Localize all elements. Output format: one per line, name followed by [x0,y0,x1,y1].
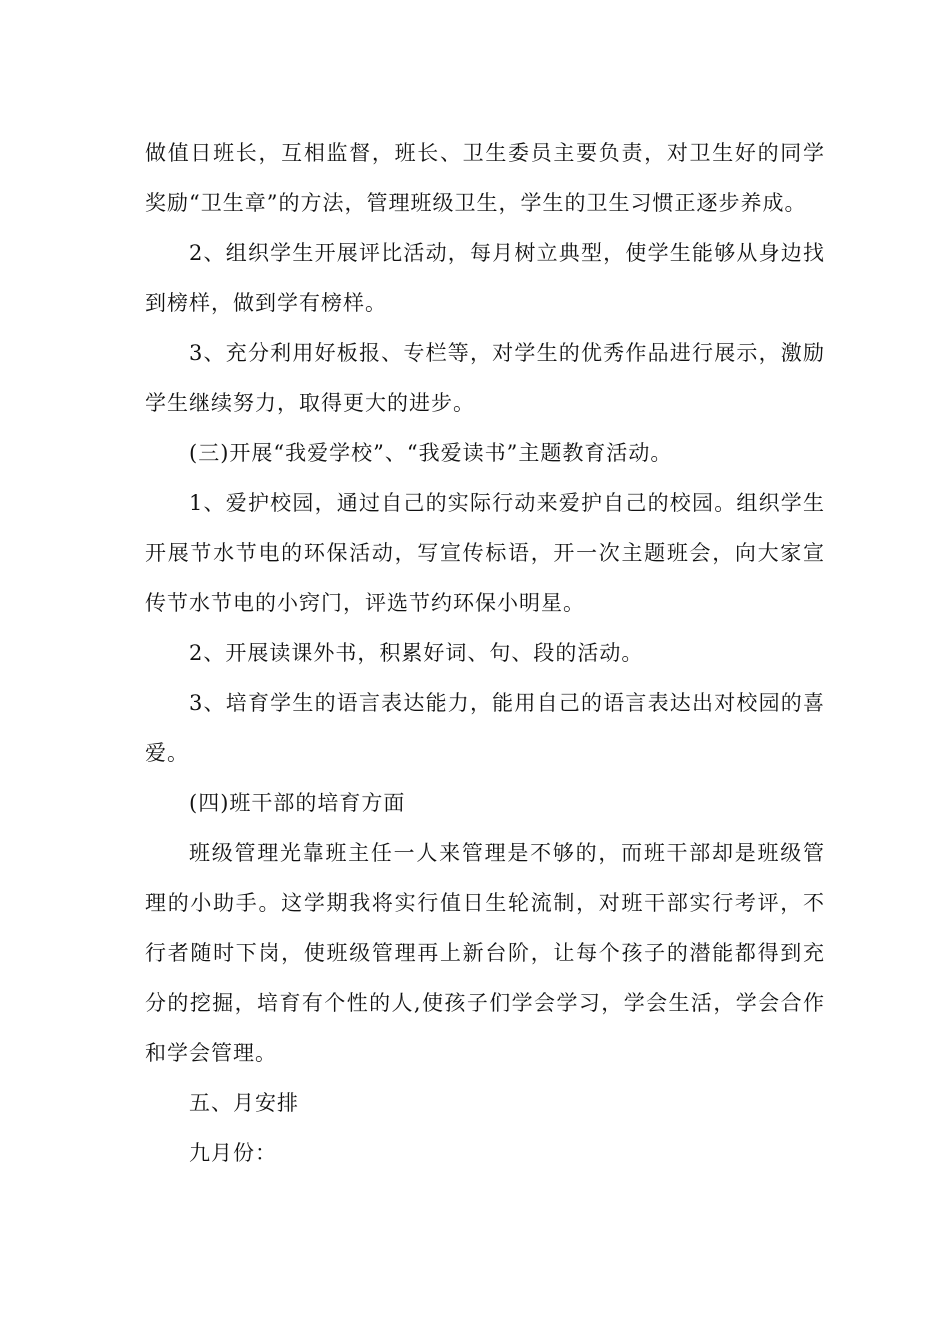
section-heading-5: 五、月安排 [189,1091,299,1115]
paragraph-item-3-display: 3、充分利用好板报、专栏等，对学生的优秀作品进行展示，激励学生继续努力，取得更大的进步。 [145,341,825,415]
paragraph-item-2-evaluation: 2、组织学生开展评比活动，每月树立典型，使学生能够从身边找到榜样，做到学有榜样。 [145,241,825,315]
paragraph-hygiene-continuation: 做值日班长，互相监督，班长、卫生委员主要负责，对卫生好的同学奖励“卫生章”的方法，管理班级卫生，学生的卫生习惯正逐步养成。 [145,141,825,215]
paragraph-item-3-expression: 3、培育学生的语言表达能力，能用自己的语言表达出对校园的喜爱。 [145,691,825,765]
section-heading-4: (四)班干部的培育方面 [189,791,406,815]
month-heading-september: 九月份： [189,1141,277,1165]
paragraph-item-2-reading: 2、开展读课外书，积累好词、句、段的活动。 [189,641,644,665]
section-heading-3: (三)开展“我爱学校”、“我爱读书”主题教育活动。 [189,441,673,465]
paragraph-item-1-campus: 1、爱护校园，通过自己的实际行动来爱护自己的校园。组织学生开展节水节电的环保活动，写宣传标语，开一次主题班会，向大家宣传节水节电的小窍门，评选节约环保小明星。 [145,491,825,615]
document-body [145,128,825,1178]
paragraph-class-cadres: 班级管理光靠班主任一人来管理是不够的，而班干部却是班级管理的小助手。这学期我将实行值日生轮流制，对班干部实行考评，不行者随时下岗，使班级管理再上新台阶，让每个孩子的潜能都得到充分的挖掘，培育有个性的人,使孩子们学会学习，学会生活，学会合作和学会管理。 [145,841,825,1065]
